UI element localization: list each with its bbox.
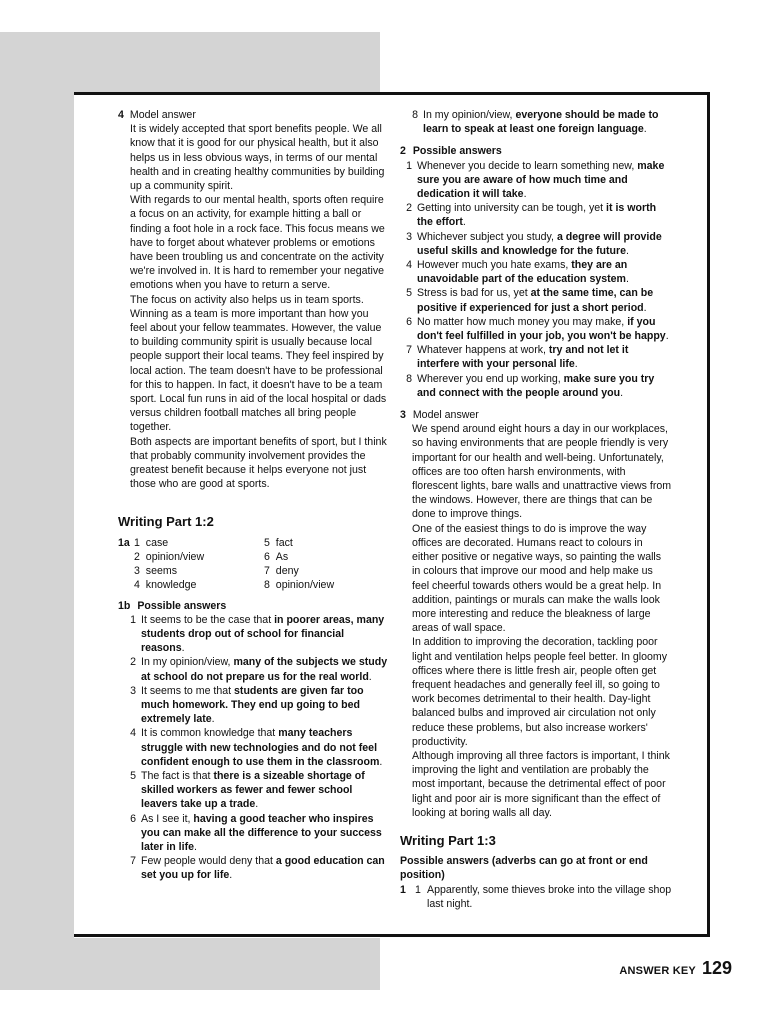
paragraph: With regards to our mental health, sports often require a focus on an activity, for example hitting a ball or finding a foot hole in a rock face. This focus means we have to forget about whatever problems or emotions have been troubling us and concentrate on the activity we're involved in. It is hard to remember your negative emotions when you have to return a serve.	[130, 194, 385, 292]
page-margin-shade-bottom	[0, 938, 380, 990]
section-subtitle: Possible answers (adverbs can go at front or end position)	[400, 855, 648, 882]
footer-label: ANSWER KEY	[619, 965, 696, 977]
paragraph: We spend around eight hours a day in our workplaces, so having environments that are people friendly is very important for our health and well-being. Unfortunately, offices are too often harsh environments, with florescent lights, bare walls and unattractive views from the windows. However, there are things that can be done to improve things.	[412, 423, 672, 521]
question-3-header: 3 Model answer	[400, 409, 479, 422]
question-4	[118, 108, 388, 122]
paragraph: Both aspects are important benefits of sport, but I think that probably community involvement provides the greatest benefit because it helps everyone not just those who are good at sports.	[130, 435, 387, 491]
question-number: 4	[118, 109, 124, 121]
left-column	[118, 108, 388, 883]
question-2-list	[400, 159, 672, 400]
answer-item: 3 seems	[134, 565, 177, 578]
list-item: 8 Wherever you end up working, make sure you try and connect with the people around you.	[406, 372, 655, 399]
page-margin-shade	[0, 32, 74, 990]
list-item: 4 However much you hate exams, they are an unavoidable part of the education system.	[406, 259, 629, 286]
list-item: 3 It seems to me that students are given far too much homework. They end up going to bed extremely late.	[130, 684, 364, 726]
list-item: 5 The fact is that there is a sizeable shortage of skilled workers as fewer and fewer school leavers take up a trade.	[130, 769, 365, 811]
answer-item: 4 knowledge	[134, 579, 197, 592]
page-footer	[619, 958, 732, 979]
list-item: 7 Few people would deny that a good education can set you up for life.	[130, 855, 385, 882]
list-item: 8 In my opinion/view, everyone should be made to learn to speak at least one foreign language.	[412, 109, 659, 136]
page-margin-shade-top	[0, 32, 380, 92]
exercise-1b-list	[118, 613, 388, 883]
list-item: 7 Whatever happens at work, try and not let it interfere with your personal life.	[406, 344, 629, 371]
list-item: 6 No matter how much money you may make, if you don't feel fulfilled in your job, you won't be happy.	[406, 315, 669, 343]
paragraph: Although improving all three factors is important, I think improving the light and ventilation are probably the most important, because the detrimental effect of poor light and poor air is more significant than the effect of looking at boring walls all day.	[412, 749, 670, 819]
paragraph: In addition to improving the decoration, tackling poor light and ventilation helps people feel better. In gloomy offices where there is little fresh air, people often get frequent headaches and generally feel ill, so going to work becomes detrimental to their health. Day-light balanced bulbs and improved air circulation not only reduce these problems, but also increase workers' productivity.	[412, 636, 668, 748]
right-column	[400, 108, 672, 911]
answer-item: 2 opinion/view	[134, 550, 205, 563]
answer-item: 8 opinion/view	[264, 579, 335, 592]
exercise-1: 1 1 Apparently, some thieves broke into the village shop last night.	[400, 883, 672, 910]
answer-item: 1 case	[134, 536, 169, 549]
section-title-writing-1-3: Writing Part 1:3	[400, 832, 496, 848]
list-item: 1 It seems to be the case that in poorer areas, many students drop out of school for financial reasons.	[130, 613, 385, 655]
question-2-header: 2 Possible answers	[400, 145, 502, 158]
answer-item: 6 As	[264, 550, 289, 563]
list-item: 2 Getting into university can be tough, yet it is worth the effort.	[406, 202, 657, 229]
list-item: 6 As I see it, having a good teacher who inspires you can make all the difference to your success later in life.	[130, 812, 382, 853]
paragraph: One of the easiest things to do is improve the way offices are decorated. Humans react to colours in either positive or negative ways, so painting the walls in colours that improve our mood and help make us feel cheerful towards others would be a great help. In addition, paintings or murals can make the walls look more interesting and reduce the bleakness of large areas of wall space.	[412, 522, 662, 635]
list-item: 1 Whenever you decide to learn something new, make sure you are aware of how much time and dedication it will take.	[406, 159, 665, 201]
exercise-label: 1a	[118, 536, 130, 549]
exercise-1b-header: 1b Possible answers	[118, 599, 227, 612]
answer-item: 5 fact	[264, 536, 293, 549]
list-item: 5 Stress is bad for us, yet at the same time, can be positive if experienced for just a short period.	[406, 287, 654, 314]
exercise-1a	[118, 536, 388, 593]
paragraph: It is widely accepted that sport benefits people. We all know that it is good for our physical health, but it also helps us in less obvious ways, in terms of our mental health and in creating healthy communities by building up a community spirit.	[130, 123, 385, 193]
model-answer-text	[118, 122, 388, 491]
list-item: 3 Whichever subject you study, a degree will provide useful skills and knowledge for the future.	[406, 230, 662, 257]
exercise-1b-continued	[400, 108, 672, 136]
section-title-writing-1-2: Writing Part 1:2	[118, 514, 214, 530]
list-item: 2 In my opinion/view, many of the subjects we study at school do not prepare us for the real world.	[130, 656, 388, 683]
question-title: Model answer	[129, 109, 196, 121]
model-answer-text	[400, 422, 672, 820]
paragraph: The focus on activity also helps us in team sports. Winning as a team is more important than how you feel about your fellow teammates. However, the value to building community spirit is usually because local people support their local teams. They feel inspired by local action. The team doesn't have to be professional for this to happen. In fact, it doesn't have to be a team sport. Local fun runs in aid of the local hospital or dads versus children football matches all bring people together.	[130, 293, 387, 434]
page-number: 129	[701, 958, 732, 978]
list-item: 4 It is common knowledge that many teachers struggle with new technologies and do not feel confident enough to use them in the classroom.	[130, 727, 383, 768]
answer-item: 7 deny	[264, 565, 299, 578]
